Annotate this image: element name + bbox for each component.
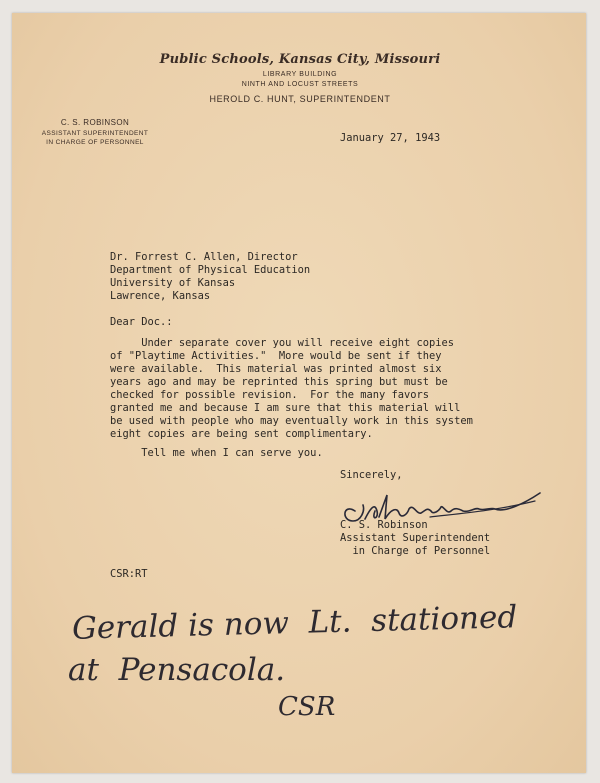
body-line: checked for possible revision. For the many favors <box>110 389 430 401</box>
salutation: Dear Doc.: <box>110 316 173 328</box>
recipient-line: Lawrence, Kansas <box>110 290 211 302</box>
body-line: of "Playtime Activities." More would be sent if they <box>110 350 442 362</box>
letterhead-building: LIBRARY BUILDING <box>262 71 338 78</box>
letter-date: January 27, 1943 <box>340 132 441 144</box>
note-line-2: at Pensacola. <box>68 652 286 688</box>
letterhead-superintendent: HEROLD C. HUNT, SUPERINTENDENT <box>209 94 391 104</box>
body-line: eight copies are being sent complimentary. <box>110 428 373 440</box>
sender-title-1: ASSISTANT SUPERINTENDENT <box>41 130 149 137</box>
body-line: be used with people who may eventually work in this system <box>110 415 473 427</box>
sign-off: Sincerely, <box>340 469 403 481</box>
letterhead-title: Public Schools, Kansas City, Missouri <box>159 52 441 67</box>
note-line-1: Gerald is now Lt. stationed <box>71 599 518 647</box>
typist-initials: CSR:RT <box>110 568 148 580</box>
signer-title: in Charge of Personnel <box>340 545 491 557</box>
signer-name: C. S. Robinson <box>340 519 428 531</box>
body-line: granted me and because I am sure that this material will <box>110 402 461 414</box>
recipient-line: Department of Physical Education <box>110 264 311 276</box>
signer-title: Assistant Superintendent <box>340 532 491 544</box>
closing-line: Tell me when I can serve you. <box>110 447 323 459</box>
body-line: years ago and may be reprinted this spring but must be <box>110 376 448 388</box>
body-line: were available. This material was printed almost six <box>110 363 442 375</box>
body-line: Under separate cover you will receive eight copies <box>110 337 455 349</box>
sender-name: C. S. ROBINSON <box>60 118 130 127</box>
recipient-line: University of Kansas <box>110 277 236 289</box>
letterhead-streets: NINTH AND LOCUST STREETS <box>241 81 359 88</box>
recipient-line: Dr. Forrest C. Allen, Director <box>110 251 298 263</box>
sender-title-2: IN CHARGE OF PERSONNEL <box>46 139 144 146</box>
note-initials: CSR <box>278 692 336 722</box>
